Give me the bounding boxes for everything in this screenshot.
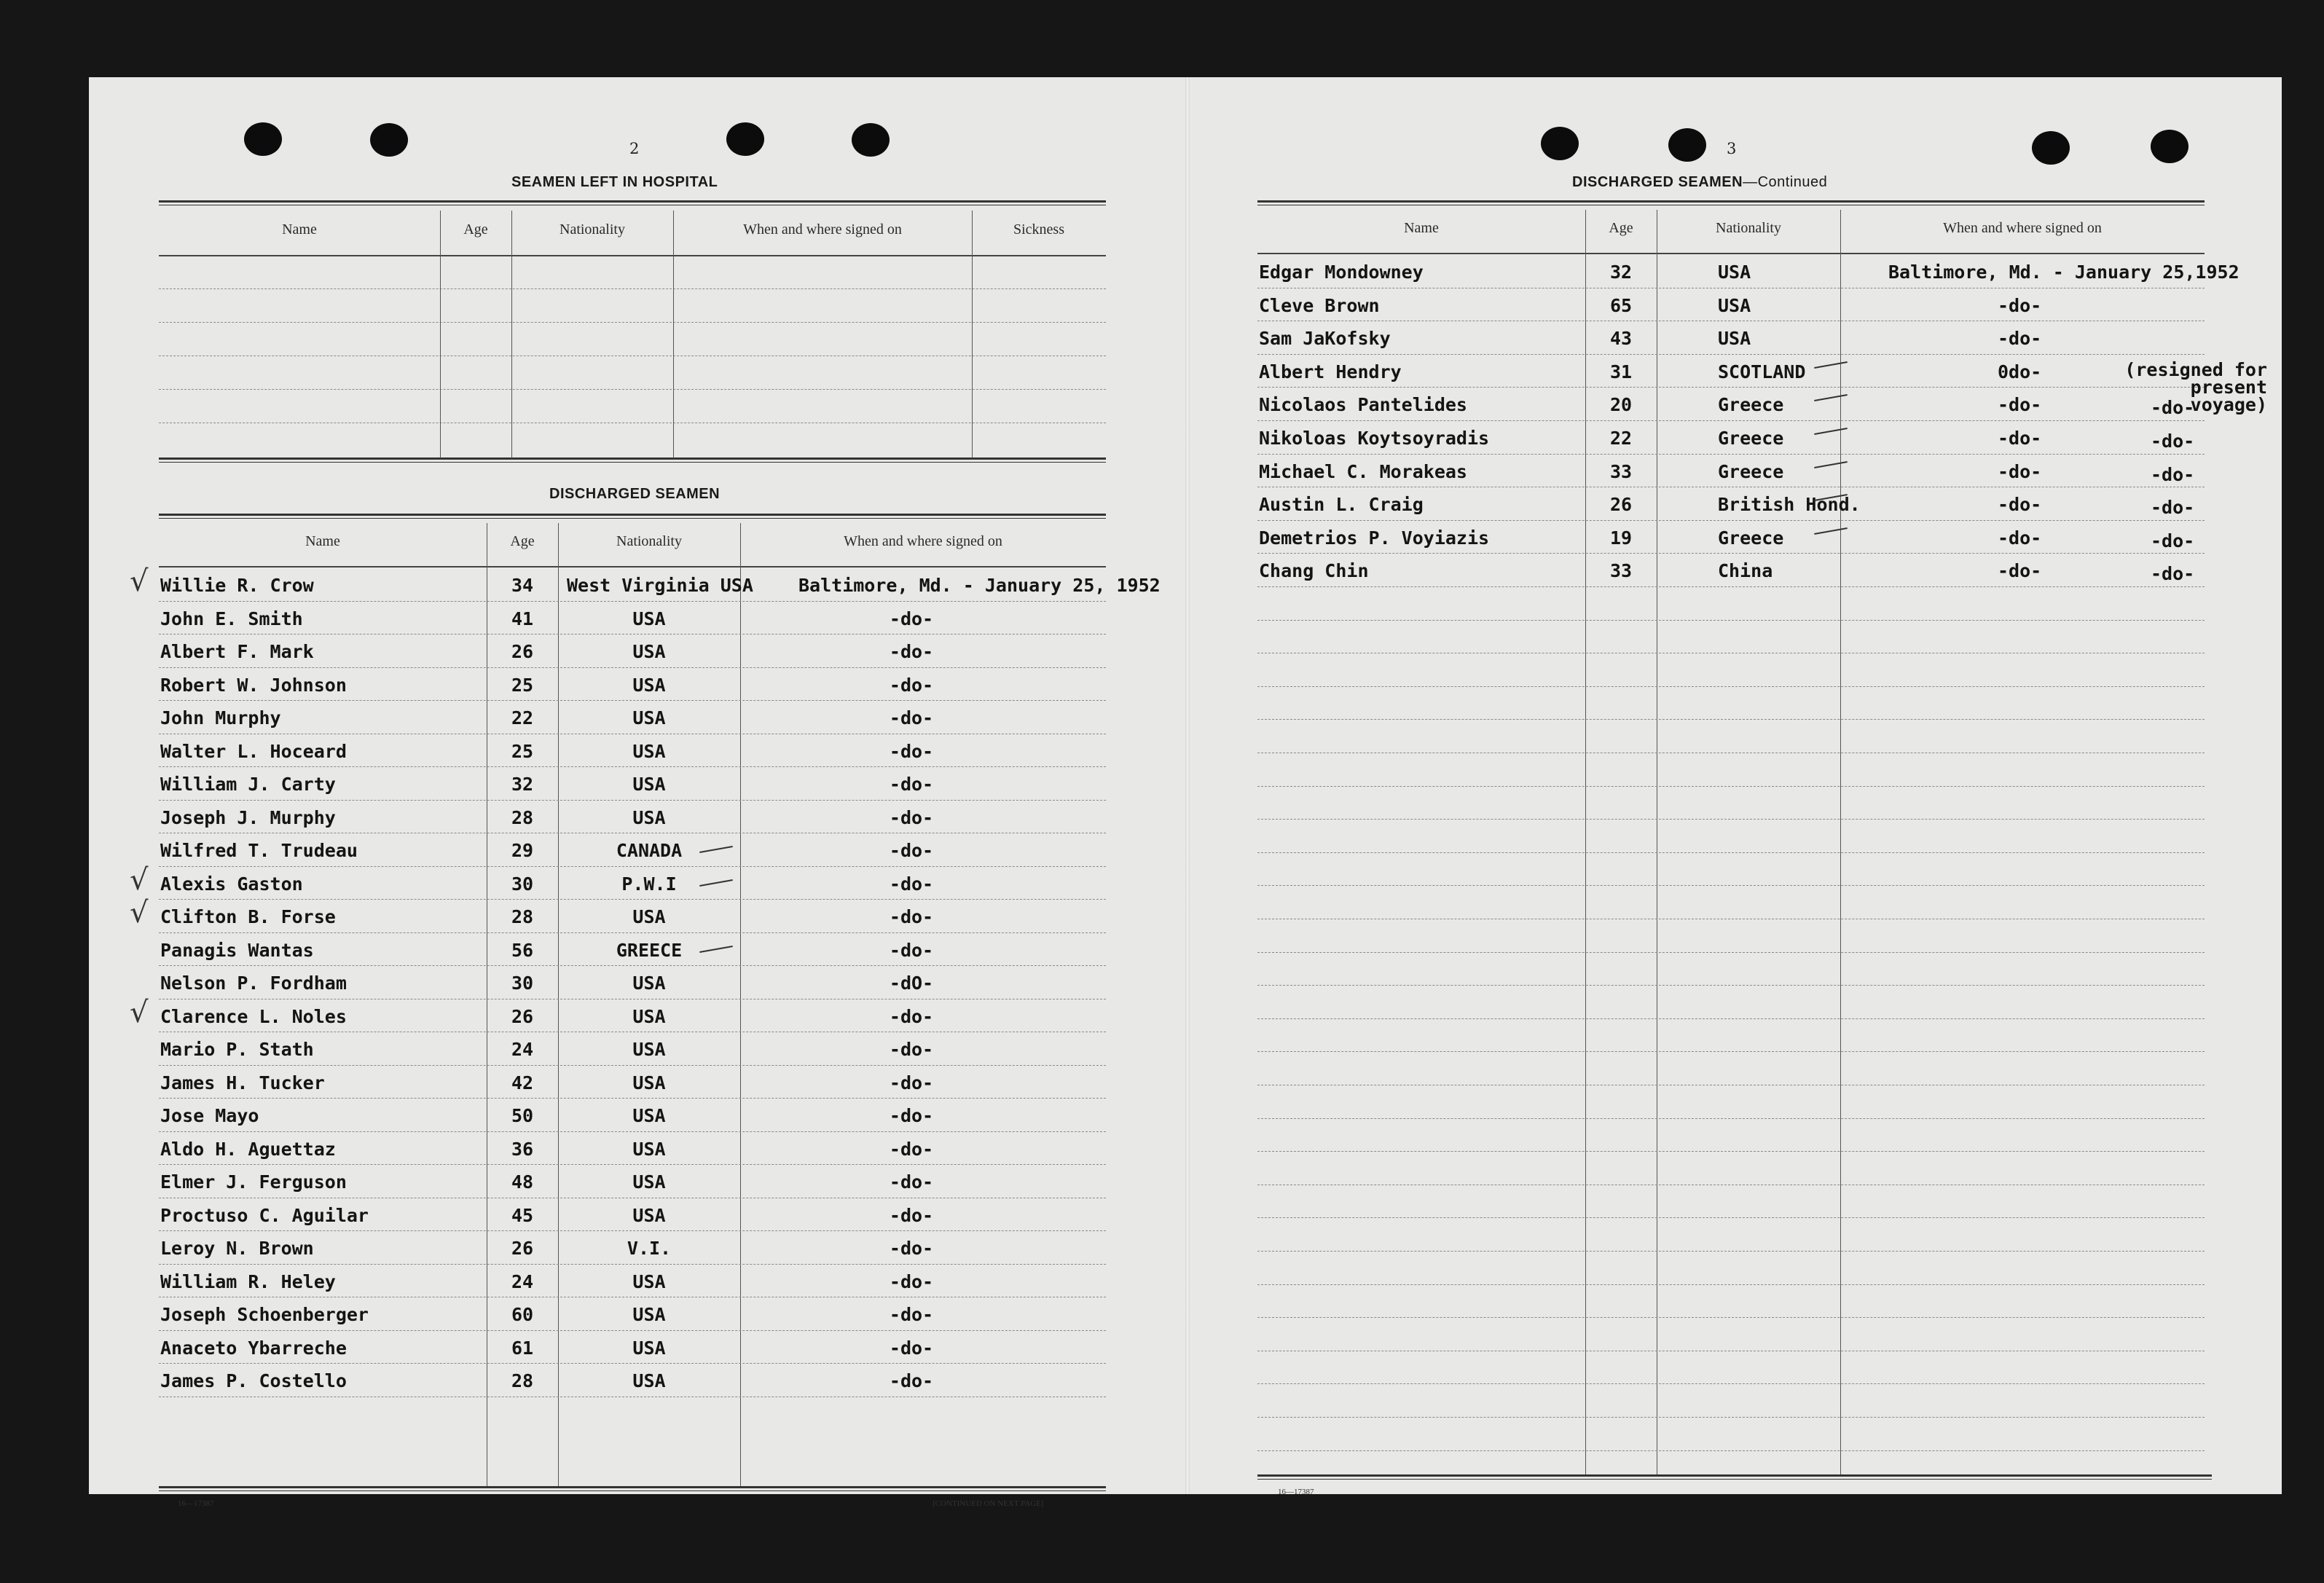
seaman-signed-on: -do- <box>1998 527 2042 549</box>
discharged-section-title: DISCHARGED SEAMEN <box>549 486 721 502</box>
seaman-name: Edgar Mondowney <box>1259 262 1424 283</box>
seaman-name: Chang Chin <box>1259 560 1369 582</box>
title-suffix: —Continued <box>1743 174 1828 190</box>
seaman-name: Demetrios P. Voyiazis <box>1259 527 1490 549</box>
seaman-signed-on: -do- <box>889 806 934 828</box>
table-row-line <box>159 601 1106 602</box>
seaman-nationality: USA <box>632 1039 666 1060</box>
seaman-name: Cleve Brown <box>1259 294 1380 316</box>
column-divider <box>511 211 512 458</box>
seaman-extra-ditto: -do- <box>2151 431 2195 452</box>
seaman-name: Mario P. Stath <box>160 1039 314 1060</box>
seaman-nationality: Greece <box>1718 394 1784 416</box>
table-row-line <box>1257 420 2205 421</box>
seaman-age: 45 <box>511 1204 534 1226</box>
seaman-nationality: USA <box>1718 294 1751 316</box>
double-rule <box>159 457 1106 463</box>
seaman-name: Albert F. Mark <box>160 641 314 662</box>
seaman-signed-on: -do- <box>1998 428 2042 449</box>
seaman-nationality: USA <box>632 707 666 728</box>
punch-hole <box>726 122 764 156</box>
table-row-line <box>159 866 1106 867</box>
discharged-header-rule <box>159 566 1106 567</box>
seaman-extra-ditto: -do- <box>2151 397 2195 419</box>
seaman-extra-ditto: -do- <box>2151 463 2195 485</box>
pen-tick-mark <box>1814 461 1848 468</box>
seaman-age: 26 <box>1609 494 1633 516</box>
table-row-line <box>1257 686 2205 687</box>
table-row-line <box>1257 719 2205 720</box>
seaman-name: William R. Heley <box>160 1270 336 1292</box>
seaman-signed-on: -do- <box>889 1072 934 1093</box>
seaman-name: Anaceto Ybarreche <box>160 1337 347 1359</box>
seaman-signed-on: -do- <box>889 707 934 728</box>
table-row-line <box>1257 1217 2205 1218</box>
punch-hole <box>370 123 408 157</box>
table-row-line <box>1257 1251 2205 1252</box>
discharged-header-age: Age <box>510 533 535 549</box>
seaman-name: Wilfred T. Trudeau <box>160 840 358 861</box>
seaman-age: 26 <box>511 641 534 662</box>
seaman-signed-on: -do- <box>889 1270 934 1292</box>
seaman-nationality: USA <box>632 674 666 696</box>
seaman-signed-on: -do- <box>889 939 934 961</box>
seaman-signed-on: -do- <box>889 840 934 861</box>
seaman-nationality: P.W.I <box>621 873 677 895</box>
punch-hole <box>1668 128 1706 162</box>
hospital-header-rule <box>159 255 1106 256</box>
seaman-nationality: USA <box>632 740 666 762</box>
seaman-nationality: USA <box>632 774 666 795</box>
seaman-age: 42 <box>511 1072 534 1093</box>
hospital-row-line <box>159 389 1106 390</box>
seaman-nationality: USA <box>632 1138 666 1160</box>
seaman-name: Michael C. Morakeas <box>1259 460 1467 482</box>
seaman-signed-on: -do- <box>889 1039 934 1060</box>
seaman-signed-on: -do- <box>889 1337 934 1359</box>
document-sheet <box>89 77 2282 1508</box>
seaman-name: Walter L. Hoceard <box>160 740 347 762</box>
table-row-line <box>1257 786 2205 787</box>
seaman-nationality: Greece <box>1718 428 1784 449</box>
table-row-line <box>159 800 1106 801</box>
seaman-signed-on: -do- <box>1998 560 2042 582</box>
check-mark: √ <box>130 995 149 1029</box>
hospital-row-line <box>159 322 1106 323</box>
seaman-age: 26 <box>511 1238 534 1259</box>
seaman-signed-on: -do- <box>889 1304 934 1325</box>
punch-hole <box>2151 130 2188 163</box>
table-row-line <box>1257 1018 2205 1019</box>
table-row-line <box>159 700 1106 701</box>
seaman-age: 22 <box>1609 428 1633 449</box>
seaman-age: 33 <box>1609 460 1633 482</box>
seaman-age: 20 <box>1609 394 1633 416</box>
punch-hole <box>852 123 890 157</box>
seaman-nationality: USA <box>1718 328 1751 350</box>
seaman-nationality: USA <box>632 1105 666 1126</box>
seaman-name: Proctuso C. Aguilar <box>160 1204 369 1226</box>
seaman-nationality: USA <box>632 608 666 629</box>
double-rule <box>159 1486 1106 1491</box>
hospital-header-signed-on: When and where signed on <box>743 221 902 237</box>
seaman-name: Joseph Schoenberger <box>160 1304 369 1325</box>
seaman-nationality: CANADA <box>616 840 683 861</box>
discharged-header-name: Name <box>305 533 340 549</box>
seaman-age: 33 <box>1609 560 1633 582</box>
table-row-line <box>1257 454 2205 455</box>
seaman-nationality: USA <box>632 806 666 828</box>
seaman-name: Sam JaKofsky <box>1259 328 1391 350</box>
punch-hole <box>2032 131 2070 165</box>
seaman-age: 41 <box>511 608 534 629</box>
seaman-age: 61 <box>511 1337 534 1359</box>
seaman-signed-on: -do- <box>889 1171 934 1193</box>
seaman-name: John Murphy <box>160 707 281 728</box>
hospital-row-line <box>159 288 1106 289</box>
form-number: 16—17387 <box>1278 1488 1314 1496</box>
seaman-nationality: China <box>1718 560 1773 582</box>
check-mark: √ <box>130 565 149 598</box>
table-row-line <box>1257 1284 2205 1285</box>
seaman-age: 24 <box>511 1039 534 1060</box>
seaman-age: 30 <box>511 973 534 994</box>
center-fold <box>1185 77 1190 1494</box>
seaman-name: Clifton B. Forse <box>160 906 336 927</box>
table-row-line <box>159 1230 1106 1231</box>
seaman-nationality: USA <box>632 1304 666 1325</box>
seaman-signed-on: -do- <box>889 1204 934 1226</box>
hospital-header-name: Name <box>282 221 317 237</box>
seaman-nationality: British Hond. <box>1718 494 1861 516</box>
table-row-line <box>159 667 1106 668</box>
table-row-line <box>1257 952 2205 953</box>
seaman-signed-on: -do- <box>889 641 934 662</box>
seaman-nationality: SCOTLAND <box>1718 361 1806 382</box>
seaman-nationality: USA <box>632 1370 666 1391</box>
seaman-signed-on: -do- <box>889 1370 934 1391</box>
table-row-line <box>1257 1317 2205 1318</box>
hospital-section-title: SEAMEN LEFT IN HOSPITAL <box>511 174 718 190</box>
seaman-signed-on: -do- <box>889 873 934 895</box>
table-row-line <box>1257 553 2205 554</box>
seaman-age: 31 <box>1609 361 1633 382</box>
seaman-age: 43 <box>1609 328 1633 350</box>
table-row-line <box>1257 1118 2205 1119</box>
seaman-nationality: USA <box>632 1204 666 1226</box>
title-main: DISCHARGED SEAMEN <box>1572 174 1743 190</box>
table-row-line <box>159 1363 1106 1364</box>
seaman-nationality: USA <box>632 973 666 994</box>
right-header-signed-on: When and where signed on <box>1943 220 2102 236</box>
table-row-line <box>1257 1417 2205 1418</box>
seaman-extra-ditto: -do- <box>2151 497 2195 519</box>
continued-note: [CONTINUED ON NEXT PAGE] <box>933 1499 1044 1508</box>
seaman-name: William J. Carty <box>160 774 336 795</box>
table-row-line <box>159 899 1106 900</box>
table-row-line <box>159 965 1106 966</box>
column-divider <box>1840 210 1841 1476</box>
seaman-nationality: West Virginia USA <box>567 575 753 596</box>
seaman-nationality: USA <box>632 906 666 927</box>
seaman-name: James P. Costello <box>160 1370 347 1391</box>
seaman-extra-ditto: -do- <box>2151 530 2195 551</box>
table-row-line <box>1257 387 2205 388</box>
table-row-line <box>1257 354 2205 355</box>
seaman-nationality: V.I. <box>627 1238 672 1259</box>
table-row-line <box>1257 1051 2205 1052</box>
discharged-header-signed-on: When and where signed on <box>844 533 1002 549</box>
column-divider <box>972 211 973 458</box>
seaman-age: 28 <box>511 906 534 927</box>
seaman-age: 34 <box>511 575 534 596</box>
seaman-age: 30 <box>511 873 534 895</box>
check-mark: √ <box>130 863 149 897</box>
table-row-line <box>1257 620 2205 621</box>
double-rule <box>1257 200 2205 205</box>
page-number: 2 <box>629 140 640 157</box>
seaman-signed-on: -do- <box>889 608 934 629</box>
table-row-line <box>1257 586 2205 587</box>
table-row-line <box>159 1131 1106 1132</box>
seaman-age: 56 <box>511 939 534 961</box>
hospital-header-nationality: Nationality <box>560 221 625 237</box>
seaman-nationality: USA <box>632 1337 666 1359</box>
seaman-name: Alexis Gaston <box>160 873 303 895</box>
pen-tick-mark <box>1814 394 1848 401</box>
seaman-nationality: Greece <box>1718 460 1784 482</box>
table-row-line <box>159 1098 1106 1099</box>
seaman-signed-on: -do- <box>1998 494 2042 516</box>
seaman-name: Leroy N. Brown <box>160 1238 314 1259</box>
seaman-nationality: USA <box>632 1072 666 1093</box>
seaman-age: 28 <box>511 1370 534 1391</box>
seaman-signed-on: -do- <box>1998 294 2042 316</box>
seaman-age: 60 <box>511 1304 534 1325</box>
seaman-name: Willie R. Crow <box>160 575 314 596</box>
double-rule <box>159 200 1106 205</box>
seaman-signed-on: Baltimore, Md. - January 25,1952 <box>1888 262 2239 283</box>
seaman-nationality: USA <box>632 1005 666 1027</box>
seaman-nationality: USA <box>1718 262 1751 283</box>
seaman-age: 65 <box>1609 294 1633 316</box>
hospital-header-sickness: Sickness <box>1013 221 1064 237</box>
pen-tick-mark <box>1814 527 1848 535</box>
seaman-name: Nikoloas Koytsoyradis <box>1259 428 1490 449</box>
table-row-line <box>1257 1450 2205 1451</box>
punch-hole <box>244 122 282 156</box>
seaman-age: 36 <box>511 1138 534 1160</box>
check-mark: √ <box>130 896 149 930</box>
seaman-nationality: USA <box>632 641 666 662</box>
seaman-name: Robert W. Johnson <box>160 674 347 696</box>
seaman-age: 25 <box>511 740 534 762</box>
table-row-line <box>159 932 1106 933</box>
hospital-header-age: Age <box>463 221 488 237</box>
seaman-signed-on: -do- <box>889 774 934 795</box>
seaman-name: James H. Tucker <box>160 1072 325 1093</box>
table-row-line <box>1257 985 2205 986</box>
seaman-signed-on: -do- <box>889 674 934 696</box>
seaman-signed-on: -do- <box>889 1005 934 1027</box>
pen-tick-mark <box>1814 361 1848 369</box>
table-row-line <box>159 1330 1106 1331</box>
table-row-line <box>1257 1151 2205 1152</box>
table-row-line <box>159 634 1106 635</box>
seaman-signed-on: Baltimore, Md. - January 25, 1952 <box>798 575 1161 596</box>
discharged-continued-title <box>1572 174 1827 191</box>
seaman-age: 24 <box>511 1270 534 1292</box>
seaman-age: 29 <box>511 840 534 861</box>
seaman-nationality: Greece <box>1718 527 1784 549</box>
right-header-age: Age <box>1609 220 1633 236</box>
seaman-name: Nelson P. Fordham <box>160 973 347 994</box>
seaman-name: Panagis Wantas <box>160 939 314 961</box>
table-row-line <box>1257 520 2205 521</box>
seaman-name: Aldo H. Aguettaz <box>160 1138 336 1160</box>
seaman-name: Joseph J. Murphy <box>160 806 336 828</box>
seaman-age: 32 <box>1609 262 1633 283</box>
seaman-signed-on: -do- <box>889 740 934 762</box>
form-number: 16—17387 <box>178 1499 214 1508</box>
table-row-line <box>159 1065 1106 1066</box>
seaman-nationality: USA <box>632 1171 666 1193</box>
page-number: 3 <box>1727 140 1737 157</box>
seaman-signed-on: -dO- <box>889 973 934 994</box>
seaman-signed-on: -do- <box>1998 394 2042 416</box>
double-rule <box>1257 1474 2212 1480</box>
right-header-name: Name <box>1404 220 1439 236</box>
table-row-line <box>159 1264 1106 1265</box>
discharged-header-nationality: Nationality <box>616 533 682 549</box>
seaman-age: 48 <box>511 1171 534 1193</box>
seaman-signed-on: -do- <box>1998 328 2042 350</box>
seaman-signed-on: -do- <box>889 906 934 927</box>
seaman-age: 50 <box>511 1105 534 1126</box>
seaman-name: Jose Mayo <box>160 1105 259 1126</box>
pen-tick-mark <box>1814 428 1848 435</box>
seaman-nationality: USA <box>632 1270 666 1292</box>
column-divider <box>440 211 441 458</box>
right-header-rule <box>1257 253 2205 254</box>
seaman-name: Clarence L. Noles <box>160 1005 347 1027</box>
seaman-extra-ditto: -do- <box>2151 563 2195 585</box>
seaman-name: Albert Hendry <box>1259 361 1402 382</box>
seaman-age: 19 <box>1609 527 1633 549</box>
column-divider <box>673 211 674 458</box>
table-row-line <box>1257 852 2205 853</box>
seaman-name: John E. Smith <box>160 608 303 629</box>
right-header-nationality: Nationality <box>1716 220 1781 236</box>
table-row-line <box>159 1164 1106 1165</box>
seaman-name: Austin L. Craig <box>1259 494 1424 516</box>
seaman-signed-on: -do- <box>889 1238 934 1259</box>
seaman-name: Nicolaos Pantelides <box>1259 394 1467 416</box>
seaman-remark: (resigned for present voyage) <box>2124 358 2267 415</box>
seaman-age: 28 <box>511 806 534 828</box>
table-row-line <box>1257 819 2205 820</box>
punch-hole <box>1541 127 1579 160</box>
seaman-age: 25 <box>511 674 534 696</box>
seaman-age: 26 <box>511 1005 534 1027</box>
seaman-signed-on: -do- <box>1998 460 2042 482</box>
table-row-line <box>159 766 1106 767</box>
seaman-age: 32 <box>511 774 534 795</box>
table-row-line <box>1257 1383 2205 1384</box>
seaman-nationality: GREECE <box>616 939 683 961</box>
seaman-name: Elmer J. Ferguson <box>160 1171 347 1193</box>
double-rule <box>159 514 1106 519</box>
seaman-age: 22 <box>511 707 534 728</box>
seaman-signed-on: -do- <box>889 1105 934 1126</box>
table-row-line <box>1257 885 2205 886</box>
seaman-signed-on: -do- <box>889 1138 934 1160</box>
seaman-signed-on: 0do- <box>1998 361 2042 382</box>
